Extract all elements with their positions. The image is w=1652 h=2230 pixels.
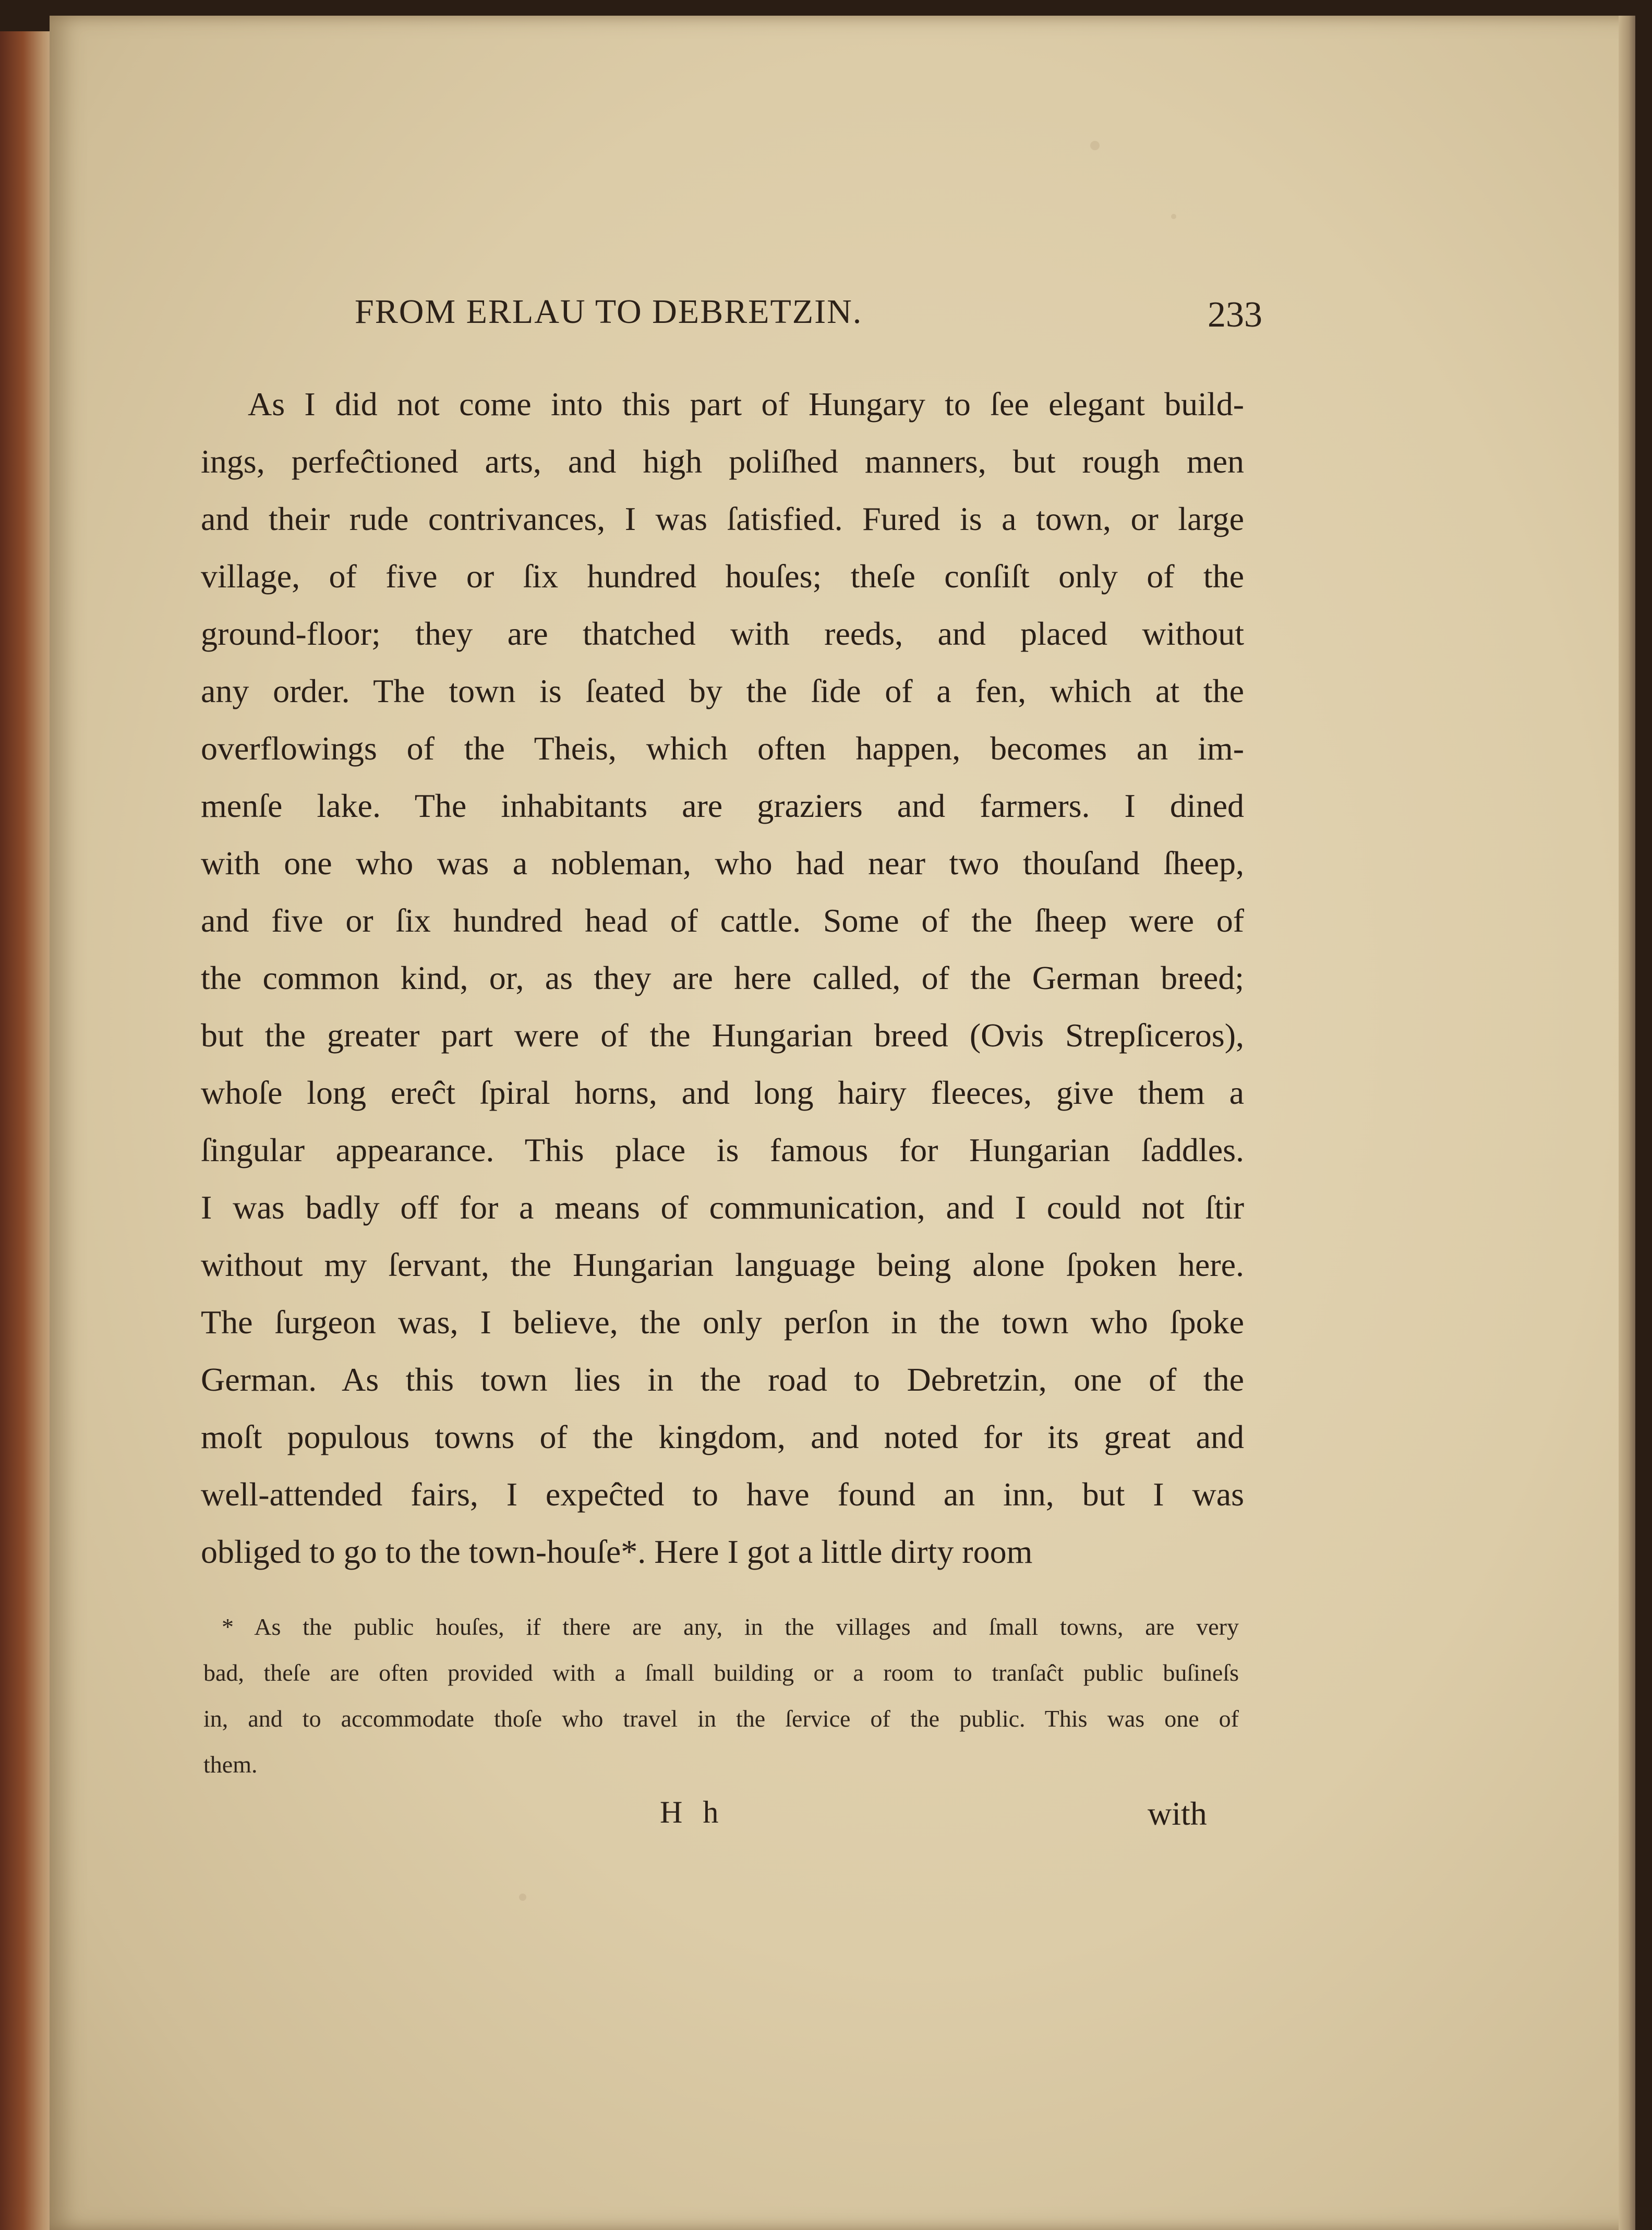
text-line: German. As this town lies in the road to Debretzin, one of the	[201, 1361, 1244, 1398]
foxing-spot	[1171, 214, 1176, 219]
page-number: 233	[1208, 295, 1262, 335]
text-line: with one who was a nobleman, who had near two thouſand ſheep,	[201, 845, 1244, 882]
text-line: As I did not come into this part of Hungary to ſee elegant build-	[248, 385, 1244, 423]
text-line: but the greater part were of the Hungarian breed (Ovis Strepſiceros),	[201, 1017, 1244, 1054]
text-line: without my ſervant, the Hungarian language being alone ſpoken here.	[201, 1246, 1244, 1283]
text-line: any order. The town is ſeated by the ſide of a fen, which at the	[201, 672, 1244, 709]
text-line: the common kind, or, as they are here called, of the German breed;	[201, 959, 1244, 996]
footnote-line: them.	[203, 1751, 258, 1778]
book-spine-edge	[0, 31, 57, 2230]
text-line: whoſe long ereĉt ſpiral horns, and long hairy fleeces, give them a	[201, 1074, 1244, 1111]
footnote	[203, 1604, 1239, 1788]
text-line: moſt populous towns of the kingdom, and noted for its great and	[201, 1418, 1244, 1455]
running-title: FROM ERLAU TO DEBRETZIN.	[355, 293, 863, 331]
footnote-line: * As the public houſes, if there are any, in the villages and ſmall towns, are very	[222, 1613, 1239, 1640]
text-line: ings, perfeĉtioned arts, and high poliſhed manners, but rough men	[201, 443, 1244, 480]
foxing-spot	[519, 1894, 526, 1901]
text-line: well-attended fairs, I expeĉted to have found an inn, but I was	[201, 1476, 1244, 1513]
text-line: I was badly off for a means of communication, and I could not ſtir	[201, 1189, 1244, 1226]
foxing-spot	[1090, 141, 1100, 150]
text-line: and their rude contrivances, I was ſatisfied. Fured is a town, or large	[201, 500, 1244, 537]
text-line: The ſurgeon was, I believe, the only perſon in the town who ſpoke	[201, 1304, 1244, 1341]
signature-mark: H h	[660, 1795, 725, 1829]
page-fore-edge	[1619, 16, 1635, 2230]
text-line: ſingular appearance. This place is famous for Hungarian ſaddles.	[201, 1131, 1244, 1168]
text-line: and five or ſix hundred head of cattle. Some of the ſheep were of	[201, 902, 1244, 939]
footnote-line: bad, theſe are often provided with a ſmall building or a room to tranſaĉt public buſineſs	[203, 1659, 1239, 1686]
running-header	[355, 292, 1262, 344]
footnote-line: in, and to accommodate thoſe who travel in the ſervice of the public. This was one of	[203, 1705, 1239, 1732]
text-line: obliged to go to the town-houſe*. Here I got a little dirty room	[201, 1533, 1033, 1570]
text-line: menſe lake. The inhabitants are graziers and farmers. I dined	[201, 787, 1244, 824]
catchword: with	[1148, 1795, 1207, 1832]
text-line: village, of five or ſix hundred houſes; theſe conſiſt only of the	[201, 558, 1244, 595]
text-line: ground-floor; they are thatched with reeds, and placed without	[201, 615, 1244, 652]
main-text	[201, 376, 1244, 1581]
text-line: overflowings of the Theis, which often happen, becomes an im-	[201, 730, 1244, 767]
